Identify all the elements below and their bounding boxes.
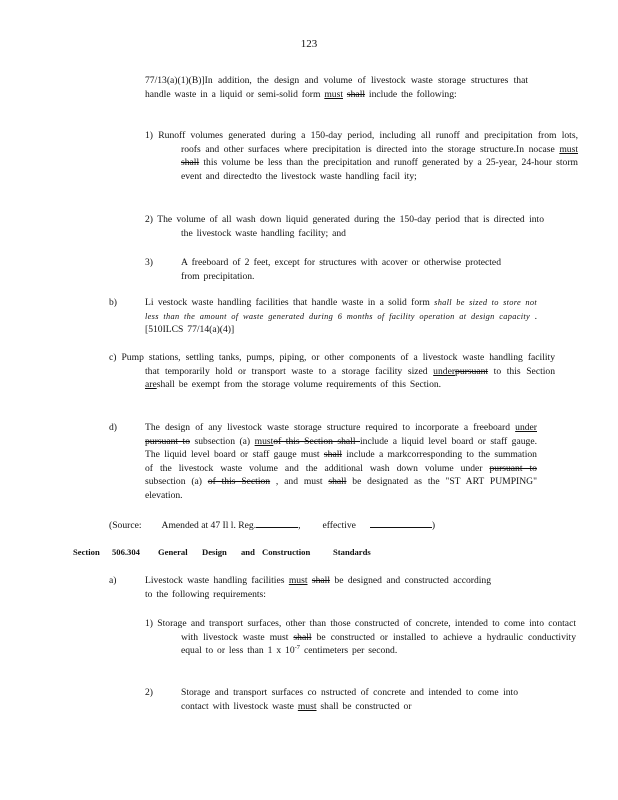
item-text-end: this volume be less than the precipitation and runoff generated by a 25-year, 24-hour storm event and directedto the livestock waste handling facil ity;: [181, 157, 578, 182]
intro-text: addition, the design and volume of livestock waste storage structures that handle waste in a liquid or semi-solid form: [145, 75, 528, 100]
struck-shall-2: shall: [328, 476, 347, 488]
inserted-must: must: [288, 575, 308, 586]
item-text-5: subsection (a): [145, 476, 208, 488]
source-close: ): [431, 520, 436, 531]
list-item-b: [145, 296, 537, 337]
struck-of-this-section-2: of this Section: [207, 476, 271, 488]
item-cite: . [510ILCS 77/14(a)(4)]: [145, 310, 538, 336]
item-text: Livestock waste handling facilities: [145, 575, 289, 586]
item-text-mid: be constructed or installed to achieve a hydraulic conductivity equal to or less than 1 x 10: [181, 631, 577, 657]
source-line: (Source: Amended at 47 Il l. Reg. , effective ): [109, 520, 436, 531]
struck-pursuant-to-2: pursuant to: [489, 462, 537, 474]
sec-a2-label: 2): [145, 687, 153, 698]
source-amended: Amended at 47 Il l. Reg.: [161, 520, 257, 531]
struck-shall: shall: [323, 449, 343, 461]
item-text-6: , and must: [270, 476, 329, 488]
intro-cite: 77/13(a)(1)(B)]In: [145, 75, 213, 86]
item-text-4: include a markcorresponding to the summation of the livestock waste volume and the additional wash down volume under: [145, 449, 537, 474]
section-title-1: General: [158, 547, 188, 557]
section-word: Section: [73, 547, 100, 557]
item-text-mid: to this Section: [488, 365, 555, 377]
exponent: -7: [294, 644, 301, 651]
struck-of-this-section: of this Section shall: [273, 435, 361, 447]
inserted-are: are: [145, 379, 157, 391]
item-text-end: shall be constructed or: [316, 700, 412, 712]
list-item-d: [145, 421, 537, 503]
page-number: 123: [300, 38, 318, 50]
item-label: 1): [145, 618, 153, 629]
list-item-3: A freeboard of 2 feet, except for structures with acover or otherwise protected from precipitation.: [181, 257, 501, 282]
struck-shall: shall: [181, 157, 200, 169]
struck-shall: shall: [293, 631, 312, 643]
item-d-label: d): [109, 422, 117, 433]
struck-pursuant-to: pursuant to: [145, 435, 190, 447]
section-item-a2: [181, 686, 518, 713]
inserted-must: must: [254, 435, 274, 447]
item-3-label: 3): [145, 257, 153, 268]
item-text: The volume of all wash down liquid generated during the 150-day period that is directed into the livestock waste handling facility; and: [157, 214, 544, 239]
effective-blank: [370, 518, 432, 528]
item-text: Runoff volumes generated during a 150-day period, including all runoff and precipitation from lots, roofs and other surfaces where precipitation is directed into the storage structure.In nocase: [158, 130, 578, 155]
inserted-under: under: [515, 422, 537, 433]
section-number: 506.304: [112, 547, 140, 557]
item-text: Li vestock waste handling facilities that handle waste in a solid form: [145, 297, 435, 308]
list-item-2: [145, 213, 544, 240]
reg-blank: [256, 518, 298, 528]
struck-shall: shall: [346, 88, 366, 100]
list-item-1: [145, 129, 578, 183]
inserted-must: must: [297, 700, 317, 712]
source-effective: effective: [322, 520, 356, 531]
struck-shall-2: shall be exempt from the storage volume requirements of this Section.: [156, 379, 442, 391]
section-title-5: Standards: [333, 547, 371, 557]
item-text-7: be designated as the "ST ART PUMPING" elevation.: [145, 476, 537, 501]
struck-shall: shall: [311, 575, 331, 586]
section-item-a1: [145, 617, 576, 658]
section-title-4: Construction: [262, 547, 311, 557]
item-b-label: b): [109, 297, 117, 308]
item-text: Storage and transport surfaces co nstructed of concrete and intended to come into contact with livestock waste: [181, 687, 518, 712]
intro-paragraph: [145, 74, 528, 101]
item-text-2: subsection (a): [190, 435, 255, 447]
struck-pursuant: pursuant: [455, 365, 489, 377]
inserted-must: must: [559, 143, 578, 155]
intro-text-end: include the following:: [365, 88, 457, 100]
item-text-end: be designed and constructed according to the following requirements:: [145, 575, 491, 600]
section-title-2: Design: [202, 547, 227, 557]
inserted-under: under: [433, 365, 456, 377]
item-label: c): [109, 352, 117, 363]
sec-a-label: a): [109, 575, 117, 586]
section-title-3: and: [241, 547, 255, 557]
item-text: The design of any livestock waste storage structure required to incorporate a freeboard: [145, 422, 516, 433]
section-item-a: [145, 574, 491, 601]
source-label: (Source:: [109, 520, 142, 531]
item-text: Storage and transport surfaces, other than those constructed of concrete, intended to come into contact with livestock waste must: [157, 618, 576, 643]
inserted-must: must: [324, 88, 343, 100]
item-text-3: include a liquid level board or staff gauge. The liquid level board or staff gauge must: [145, 435, 537, 461]
list-item-c: [109, 351, 555, 392]
italic-statute-text: shall be sized to store not less than the amount of waste generated during 6 months of facility operation at design capacity: [145, 298, 537, 321]
item-text-end: centimeters per second.: [300, 645, 398, 657]
item-text: Pump stations, settling tanks, pumps, piping, or other components of a livestock waste handling facility that temporarily hold or transport waste to a storage facility sized: [121, 352, 555, 377]
item-label: 1): [145, 130, 153, 141]
item-label: 2): [145, 214, 153, 225]
